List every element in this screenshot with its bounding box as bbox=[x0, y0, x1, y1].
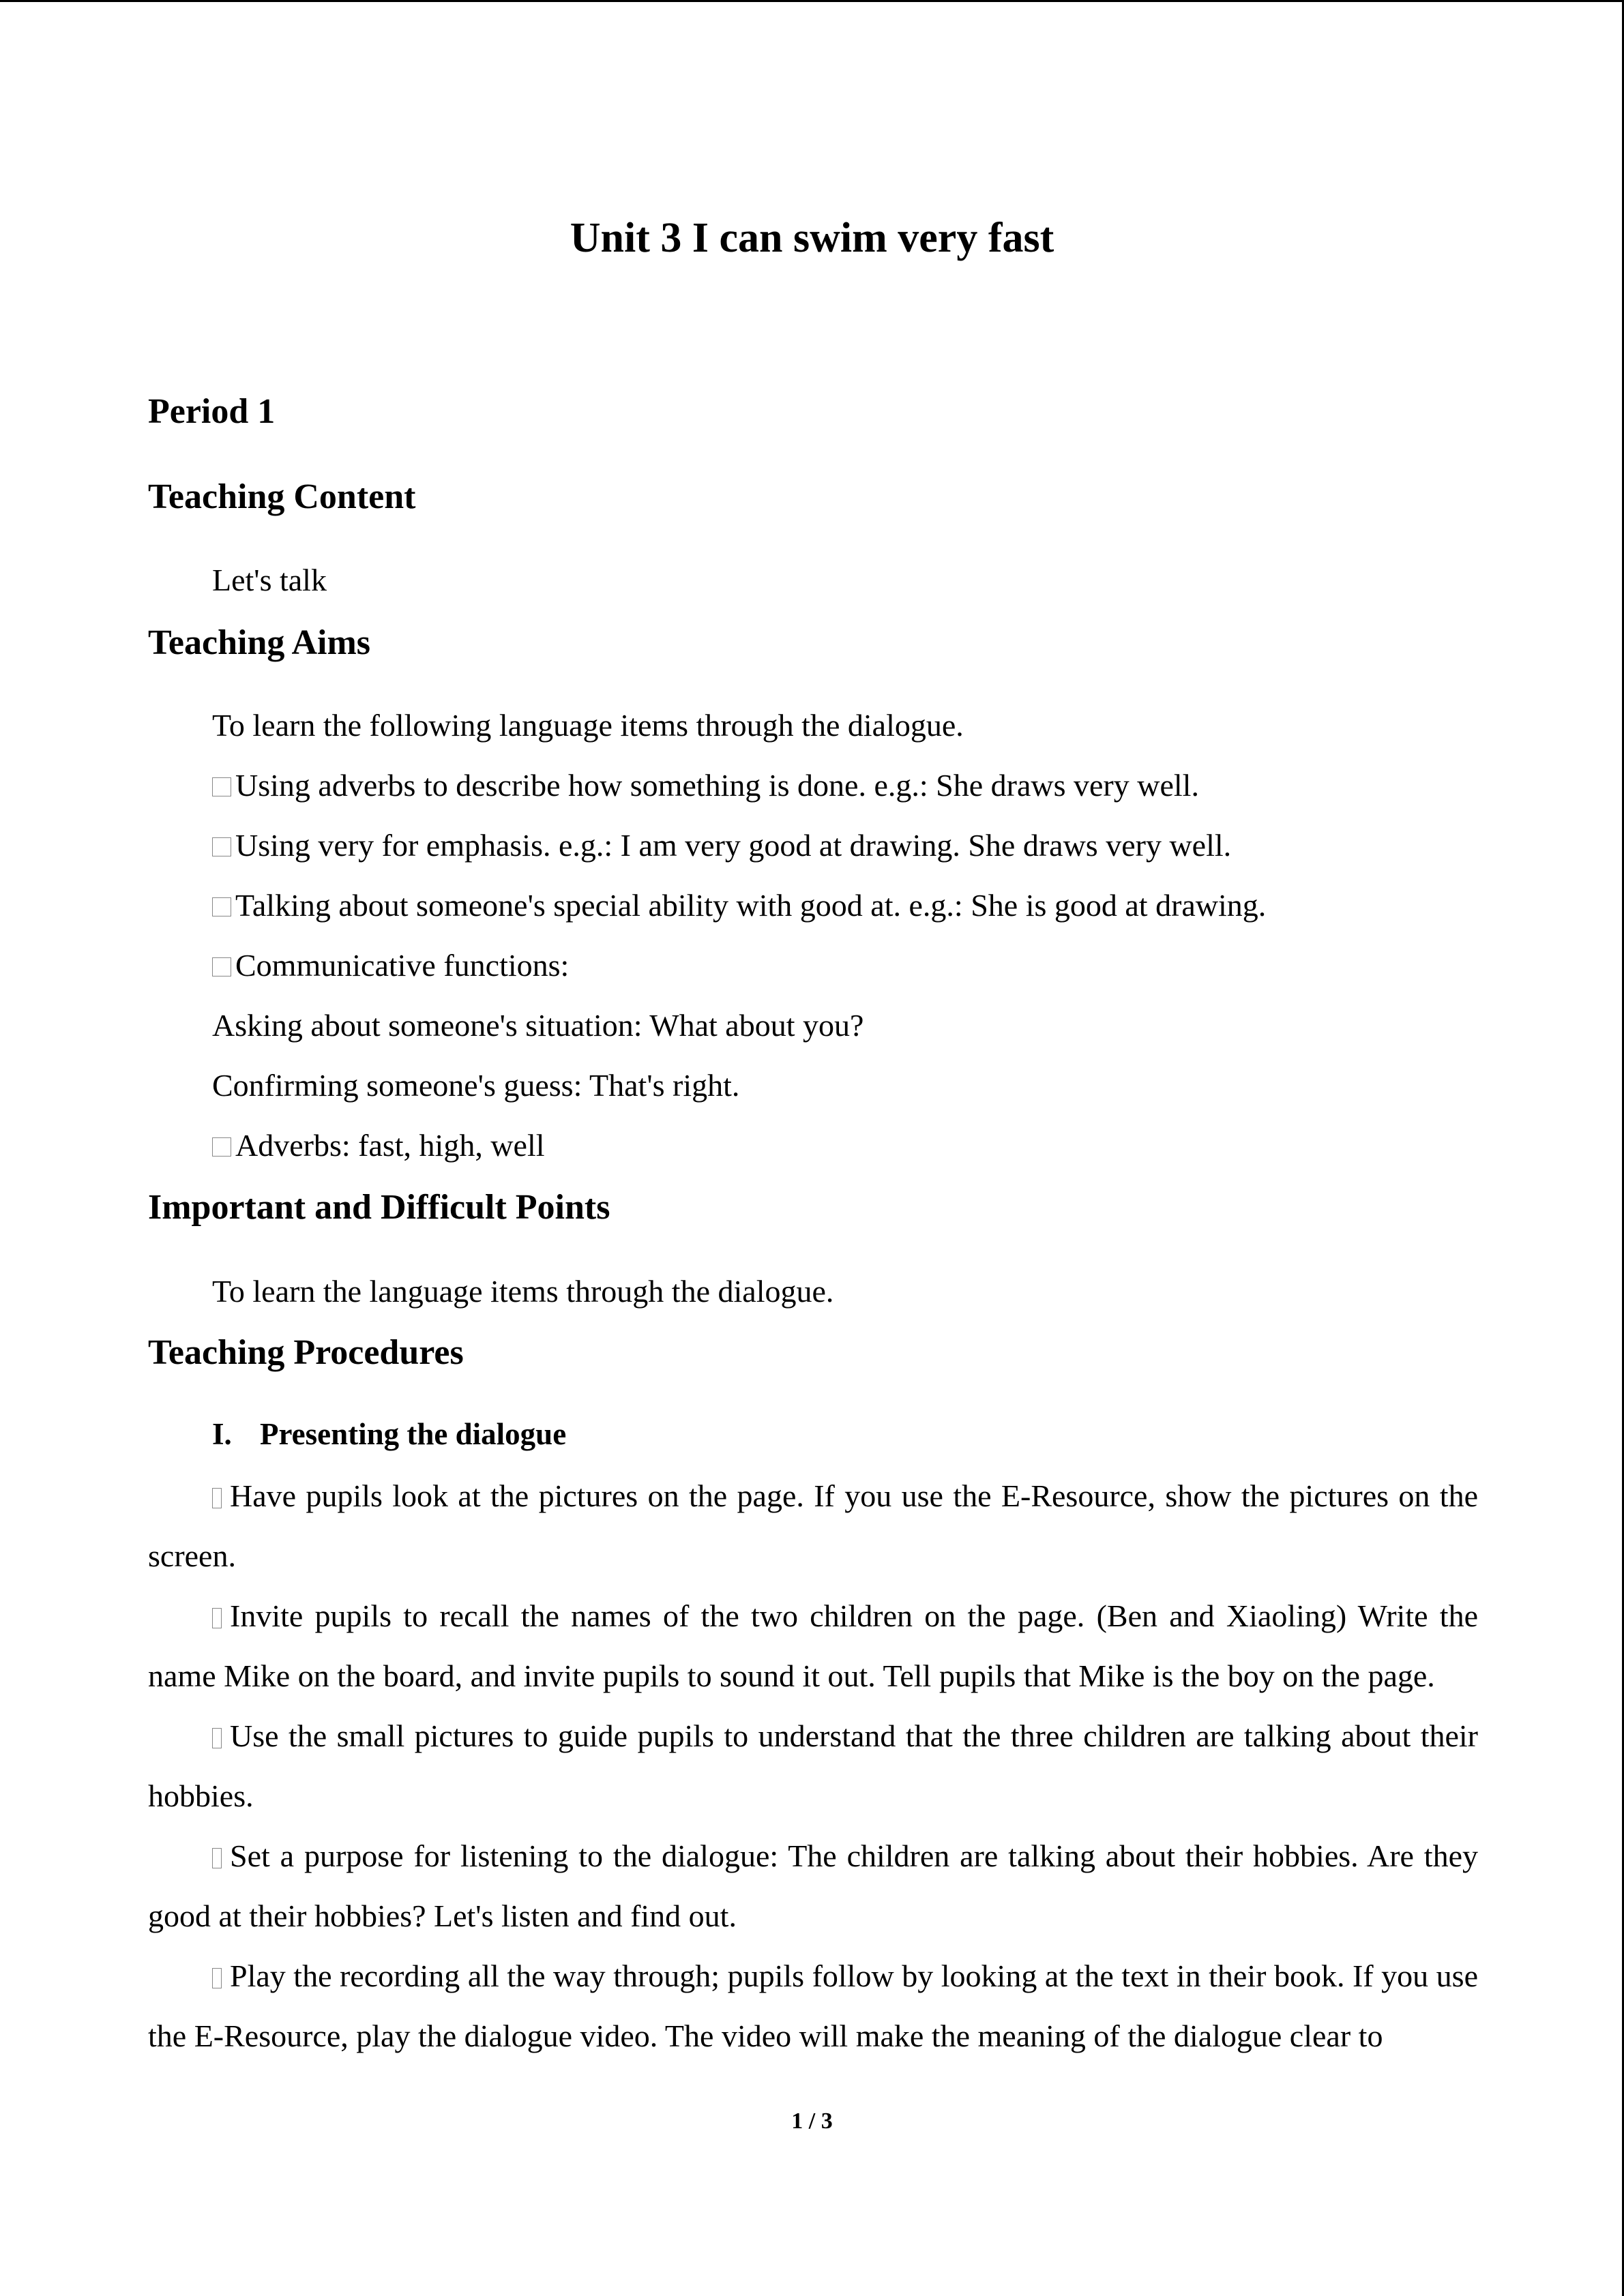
teaching-procedures-heading: Teaching Procedures bbox=[148, 1333, 464, 1372]
section-heading bbox=[212, 1414, 566, 1455]
period-heading: Period 1 bbox=[148, 392, 276, 431]
bullet-glyph-icon bbox=[212, 1488, 222, 1508]
bullet-box-icon bbox=[212, 897, 231, 916]
procedure-paragraph: Play the recording all the way through; pupils follow by looking at the text in their book. If you use the E-Resource, play the dialogue video. The video will make the meaning of the dialogue clear to bbox=[148, 1958, 1478, 2053]
function-item: Confirming someone's guess: That's right. bbox=[212, 1068, 740, 1103]
aim-item: Using very for emphasis. e.g.: I am very good at drawing. She draws very well. bbox=[212, 825, 1231, 866]
aim-item: Talking about someone's special ability with good at. e.g.: She is good at drawing. bbox=[212, 885, 1266, 926]
bullet-glyph-icon bbox=[212, 1848, 222, 1868]
section-number: I. bbox=[212, 1417, 232, 1451]
important-points-heading: Important and Difficult Points bbox=[148, 1188, 610, 1227]
aim-item: Using adverbs to describe how something is done. e.g.: She draws very well. bbox=[212, 765, 1199, 806]
bullet-box-icon bbox=[212, 837, 231, 856]
procedure-paragraph: Use the small pictures to guide pupils to understand that the three children are talking about their hobbies. bbox=[148, 1718, 1478, 1813]
procedure-paragraph: Set a purpose for listening to the dialogue: The children are talking about their hobbies. Are they good at their hobbies? Let's listen and find out. bbox=[148, 1838, 1478, 1933]
section-title: Presenting the dialogue bbox=[260, 1417, 567, 1451]
function-item: Asking about someone's situation: What about you? bbox=[212, 1008, 864, 1043]
aim-item: Adverbs: fast, high, well bbox=[212, 1125, 545, 1166]
bullet-glyph-icon bbox=[212, 1968, 222, 1988]
teaching-content-heading: Teaching Content bbox=[148, 477, 416, 516]
bullet-box-icon bbox=[212, 1137, 231, 1157]
procedure-paragraph: Invite pupils to recall the names of the two children on the page. (Ben and Xiaoling) Write the name Mike on the board, and invite pupils to sound it out. Tell pupils that Mike is the boy on the page. bbox=[148, 1598, 1478, 1693]
important-points-text: To learn the language items through the dialogue. bbox=[212, 1274, 834, 1309]
aim-item: Communicative functions: bbox=[212, 945, 569, 986]
bullet-glyph-icon bbox=[212, 1608, 222, 1628]
teaching-aims-heading: Teaching Aims bbox=[148, 623, 371, 662]
document-title: Unit 3 I can swim very fast bbox=[570, 215, 1054, 261]
bullet-box-icon bbox=[212, 957, 231, 976]
procedure-paragraph: Have pupils look at the pictures on the page. If you use the E-Resource, show the pictures on the screen. bbox=[148, 1478, 1478, 1573]
teaching-aims-intro: To learn the following language items through the dialogue. bbox=[212, 708, 964, 743]
page-number: 1 / 3 bbox=[791, 2108, 833, 2134]
bullet-box-icon bbox=[212, 777, 231, 796]
teaching-content-text: Let's talk bbox=[212, 563, 327, 597]
bullet-glyph-icon bbox=[212, 1728, 222, 1748]
